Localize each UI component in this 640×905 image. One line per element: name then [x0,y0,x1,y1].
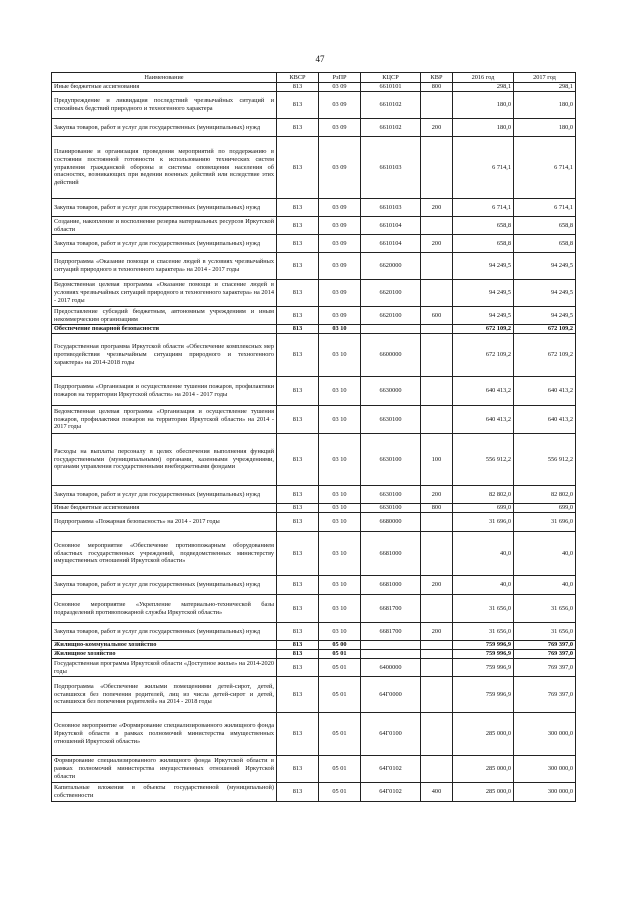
cell-kcsr: 6610103 [361,199,421,217]
cell-kvr: 200 [421,623,453,641]
cell-kvr: 200 [421,486,453,504]
cell-kvr [421,217,453,235]
cell-kvsr: 813 [277,513,319,532]
cell-name: Закупка товаров, работ и услуг для государственных (муниципальных) нужд [52,199,277,217]
cell-2017: 658,8 [514,217,576,235]
cell-rzpr: 03 09 [319,119,361,137]
cell-kvsr: 813 [277,137,319,199]
cell-kvr [421,595,453,623]
table-row [52,504,576,513]
cell-2016: 285 000,0 [453,783,514,802]
cell-rzpr: 03 10 [319,595,361,623]
cell-kvsr: 813 [277,235,319,253]
cell-rzpr: 03 09 [319,83,361,92]
cell-name: Жилищное хозяйство [52,650,277,659]
cell-kcsr: 64Г0100 [361,713,421,756]
cell-2017: 180,0 [514,119,576,137]
table-row [52,756,576,783]
cell-2016: 640 413,2 [453,406,514,434]
cell-rzpr: 05 01 [319,650,361,659]
cell-name: Предоставление субсидий бюджетным, автономным учреждениям и иным некоммерческим организациям [52,307,277,325]
cell-2017: 94 249,5 [514,307,576,325]
cell-kcsr: 6681000 [361,532,421,576]
cell-2017: 672 109,2 [514,334,576,377]
cell-name: Основное мероприятие «Формирование специализированного жилищного фонда Иркутской области в рамках полномочий министерства имущественных отношений Иркутской области» [52,713,277,756]
cell-name: Капитальные вложения в объекты государственной (муниципальной) собственности [52,783,277,802]
cell-kvsr: 813 [277,406,319,434]
cell-kvr [421,334,453,377]
cell-rzpr: 03 09 [319,253,361,280]
cell-kvsr: 813 [277,504,319,513]
cell-rzpr: 03 09 [319,137,361,199]
cell-kvsr: 813 [277,92,319,119]
header-rzpr: РзПР [319,73,361,83]
cell-kvr: 200 [421,119,453,137]
cell-2016: 285 000,0 [453,756,514,783]
cell-kcsr: 6610103 [361,137,421,199]
cell-kcsr: 6681000 [361,576,421,595]
cell-rzpr: 03 10 [319,576,361,595]
table-row [52,650,576,659]
cell-2016: 40,0 [453,576,514,595]
cell-2017: 6 714,1 [514,199,576,217]
header-kcsr: КЦСР [361,73,421,83]
cell-kcsr: 64Г0102 [361,783,421,802]
table-row [52,235,576,253]
table-row [52,659,576,677]
cell-kvr [421,406,453,434]
cell-kvr: 400 [421,783,453,802]
cell-2016: 82 802,0 [453,486,514,504]
table-row [52,92,576,119]
table-row [52,713,576,756]
cell-rzpr: 03 10 [319,532,361,576]
cell-rzpr: 05 00 [319,641,361,650]
cell-kvr [421,641,453,650]
cell-kvr [421,137,453,199]
cell-rzpr: 03 10 [319,377,361,406]
cell-name: Иные бюджетные ассигнования [52,83,277,92]
cell-name: Расходы на выплаты персоналу в целях обеспечения выполнения функций государственными (муниципальными) органами, казенными учреждениями, органами управления государственными внебюджетными фондами [52,434,277,486]
cell-2016: 31 696,0 [453,513,514,532]
cell-name: Закупка товаров, работ и услуг для государственных (муниципальных) нужд [52,623,277,641]
cell-kvsr: 813 [277,756,319,783]
cell-kvsr: 813 [277,641,319,650]
table-row [52,119,576,137]
cell-rzpr: 03 10 [319,434,361,486]
cell-rzpr: 03 10 [319,406,361,434]
cell-2017: 769 397,0 [514,650,576,659]
cell-kvsr: 813 [277,253,319,280]
cell-rzpr: 05 01 [319,756,361,783]
cell-name: Основное мероприятие «Укрепление материально-технической базы подразделений противопожарной службы Иркутской области» [52,595,277,623]
cell-2017: 298,1 [514,83,576,92]
cell-kcsr: 6620100 [361,307,421,325]
cell-2016: 759 996,9 [453,677,514,713]
cell-name: Государственная программа Иркутской области «Обеспечение комплексных мер противодействия чрезвычайным ситуациям природного и техногенного характера» на 2014-2018 годы [52,334,277,377]
cell-name: Подпрограмма «Оказание помощи и спасение людей в условиях чрезвычайных ситуаций природного и техногенного характера» на 2014 - 2017 годы [52,253,277,280]
table-row [52,83,576,92]
cell-rzpr: 03 09 [319,217,361,235]
cell-kvr: 200 [421,235,453,253]
cell-kvsr: 813 [277,623,319,641]
cell-name: Закупка товаров, работ и услуг для государственных (муниципальных) нужд [52,119,277,137]
cell-rzpr: 03 10 [319,623,361,641]
cell-2016: 94 249,5 [453,253,514,280]
cell-2016: 556 912,2 [453,434,514,486]
cell-kvsr: 813 [277,83,319,92]
cell-2016: 699,0 [453,504,514,513]
cell-name: Государственная программа Иркутской области «Доступное жилье» на 2014-2020 годы [52,659,277,677]
cell-2017: 769 397,0 [514,659,576,677]
cell-2016: 759 996,9 [453,650,514,659]
header-2016: 2016 год [453,73,514,83]
cell-kvsr: 813 [277,486,319,504]
cell-name: Закупка товаров, работ и услуг для государственных (муниципальных) нужд [52,235,277,253]
cell-kvr: 200 [421,576,453,595]
cell-name: Обеспечение пожарной безопасности [52,325,277,334]
cell-kcsr: 6681700 [361,595,421,623]
cell-kvsr: 813 [277,307,319,325]
cell-2016: 94 249,5 [453,280,514,307]
cell-kcsr [361,325,421,334]
cell-kcsr [361,650,421,659]
table-row [52,280,576,307]
cell-kcsr: 6630000 [361,377,421,406]
cell-2017: 180,0 [514,92,576,119]
cell-2016: 40,0 [453,532,514,576]
cell-kvsr: 813 [277,783,319,802]
table-body [52,83,576,802]
table-row [52,532,576,576]
cell-kcsr: 6620100 [361,280,421,307]
cell-kcsr: 64Г0102 [361,756,421,783]
cell-2016: 94 249,5 [453,307,514,325]
cell-kvsr: 813 [277,595,319,623]
cell-kvsr: 813 [277,199,319,217]
table-row [52,677,576,713]
cell-kvr: 600 [421,307,453,325]
cell-kcsr: 6630100 [361,434,421,486]
cell-name: Формирование специализированного жилищного фонда Иркутской области в рамках полномочий министерства имущественных отношений Иркутской области [52,756,277,783]
cell-name: Основное мероприятие «Обеспечение противопожарным оборудованием областных государственных учреждений, подведомственных министерству имущественных отношений Иркутской области» [52,532,277,576]
cell-name: Подпрограмма «Организация и осуществление тушения пожаров, профилактики пожаров на территории Иркутской области» на 2014 - 2017 годы [52,377,277,406]
cell-kvsr: 813 [277,659,319,677]
cell-kvsr: 813 [277,280,319,307]
table-row [52,253,576,280]
cell-rzpr: 05 01 [319,659,361,677]
table-row [52,434,576,486]
table-row [52,334,576,377]
cell-kvr [421,756,453,783]
cell-rzpr: 03 09 [319,199,361,217]
cell-name: Закупка товаров, работ и услуг для государственных (муниципальных) нужд [52,486,277,504]
cell-kvr: 800 [421,504,453,513]
cell-2017: 658,8 [514,235,576,253]
cell-2016: 285 000,0 [453,713,514,756]
cell-name: Предупреждение и ликвидация последствий чрезвычайных ситуаций и стихийных бедствий природного и техногенного характера [52,92,277,119]
cell-kvr [421,659,453,677]
cell-name: Ведомственная целевая программа «Организация и осуществление тушения пожаров, профилактики пожаров на территории Иркутской области» на 2014 - 2017 годы [52,406,277,434]
cell-rzpr: 03 10 [319,486,361,504]
cell-kcsr: 6630100 [361,486,421,504]
cell-kvsr: 813 [277,713,319,756]
cell-kvr [421,650,453,659]
page-number: 47 [315,54,325,64]
cell-2016: 640 413,2 [453,377,514,406]
cell-kcsr: 6400000 [361,659,421,677]
cell-2016: 31 656,0 [453,595,514,623]
cell-2017: 699,0 [514,504,576,513]
cell-2016: 298,1 [453,83,514,92]
cell-kcsr: 6630100 [361,406,421,434]
cell-kvr [421,513,453,532]
table-row [52,783,576,802]
cell-2017: 94 249,5 [514,280,576,307]
cell-2016: 6 714,1 [453,199,514,217]
cell-rzpr: 03 09 [319,92,361,119]
cell-name: Подпрограмма «Обеспечение жилыми помещениями детей-сирот, детей, оставшихся без попечения родителей, лиц из числа детей-сирот и детей, оставшихся без попечения родителей» на 2014 - 2018 годы [52,677,277,713]
cell-kvsr: 813 [277,325,319,334]
cell-2016: 658,8 [453,235,514,253]
cell-2016: 672 109,2 [453,334,514,377]
cell-2017: 6 714,1 [514,137,576,199]
cell-2017: 31 656,0 [514,595,576,623]
cell-kvsr: 813 [277,434,319,486]
cell-kcsr: 6620000 [361,253,421,280]
cell-2017: 40,0 [514,532,576,576]
cell-2016: 180,0 [453,92,514,119]
cell-kcsr [361,641,421,650]
cell-2017: 769 397,0 [514,641,576,650]
cell-name: Закупка товаров, работ и услуг для государственных (муниципальных) нужд [52,576,277,595]
cell-kvr: 100 [421,434,453,486]
cell-rzpr: 03 09 [319,280,361,307]
cell-kcsr: 6680000 [361,513,421,532]
cell-kcsr: 6630100 [361,504,421,513]
cell-kvsr: 813 [277,677,319,713]
cell-name: Планирование и организация проведения мероприятий по поддержанию в состоянии постоянной готовности к использованию технических систем управления гражданской обороны и системы оповещения населения об опасностях, возникающих при ведении военных действий или вследствие этих действий [52,137,277,199]
cell-kcsr: 6681700 [361,623,421,641]
table-row [52,406,576,434]
cell-2017: 556 912,2 [514,434,576,486]
cell-2017: 31 696,0 [514,513,576,532]
cell-kcsr: 6600000 [361,334,421,377]
cell-2016: 759 996,9 [453,659,514,677]
cell-2016: 658,8 [453,217,514,235]
cell-kvsr: 813 [277,119,319,137]
cell-kvsr: 813 [277,576,319,595]
cell-name: Иные бюджетные ассигнования [52,504,277,513]
cell-2017: 672 109,2 [514,325,576,334]
cell-name: Жилищно-коммунальное хозяйство [52,641,277,650]
table-row [52,595,576,623]
cell-2017: 769 397,0 [514,677,576,713]
cell-kvr [421,92,453,119]
cell-2017: 640 413,2 [514,406,576,434]
cell-kvr [421,377,453,406]
table-row [52,307,576,325]
table-row [52,623,576,641]
header-2017: 2017 год [514,73,576,83]
cell-kvr: 200 [421,199,453,217]
table-row [52,576,576,595]
cell-2017: 40,0 [514,576,576,595]
cell-kvr [421,532,453,576]
cell-kcsr: 6610104 [361,217,421,235]
cell-2017: 94 249,5 [514,253,576,280]
cell-kvr [421,677,453,713]
cell-name: Подпрограмма «Пожарная безопасность» на 2014 - 2017 годы [52,513,277,532]
cell-kvr: 800 [421,83,453,92]
cell-2017: 31 656,0 [514,623,576,641]
cell-2017: 300 000,0 [514,783,576,802]
table-row [52,325,576,334]
cell-2016: 759 996,9 [453,641,514,650]
cell-rzpr: 03 10 [319,513,361,532]
cell-kvr [421,325,453,334]
table-row [52,513,576,532]
cell-2017: 300 000,0 [514,756,576,783]
cell-kvsr: 813 [277,217,319,235]
header-name: Наименование [52,73,277,83]
cell-kvr [421,253,453,280]
cell-kvr [421,713,453,756]
table-row [52,377,576,406]
cell-2016: 31 656,0 [453,623,514,641]
table-row [52,641,576,650]
cell-rzpr: 03 09 [319,235,361,253]
cell-2016: 180,0 [453,119,514,137]
cell-kvsr: 813 [277,650,319,659]
cell-2017: 82 802,0 [514,486,576,504]
cell-rzpr: 03 10 [319,334,361,377]
cell-rzpr: 03 09 [319,307,361,325]
table-row [52,486,576,504]
table-row [52,217,576,235]
cell-kcsr: 6610101 [361,83,421,92]
cell-kvsr: 813 [277,334,319,377]
cell-rzpr: 03 10 [319,325,361,334]
cell-name: Создание, накопление и восполнение резерва материальных ресурсов Иркутской области [52,217,277,235]
cell-2017: 300 000,0 [514,713,576,756]
cell-kvsr: 813 [277,377,319,406]
cell-kvsr: 813 [277,532,319,576]
cell-kcsr: 6610102 [361,119,421,137]
cell-2016: 6 714,1 [453,137,514,199]
header-kvsr: КВСР [277,73,319,83]
cell-rzpr: 03 10 [319,504,361,513]
cell-kcsr: 6610104 [361,235,421,253]
cell-rzpr: 05 01 [319,677,361,713]
cell-kvr [421,280,453,307]
cell-kcsr: 64Г0000 [361,677,421,713]
cell-rzpr: 05 01 [319,713,361,756]
cell-2016: 672 109,2 [453,325,514,334]
cell-kcsr: 6610102 [361,92,421,119]
table-header-row [52,73,576,83]
budget-table [51,72,576,802]
cell-2017: 640 413,2 [514,377,576,406]
header-kvr: КВР [421,73,453,83]
cell-rzpr: 05 01 [319,783,361,802]
cell-name: Ведомственная целевая программа «Оказание помощи и спасение людей в условиях чрезвычайных ситуаций природного и техногенного характера» на 2014 - 2017 годы [52,280,277,307]
table-row [52,137,576,199]
table-row [52,199,576,217]
